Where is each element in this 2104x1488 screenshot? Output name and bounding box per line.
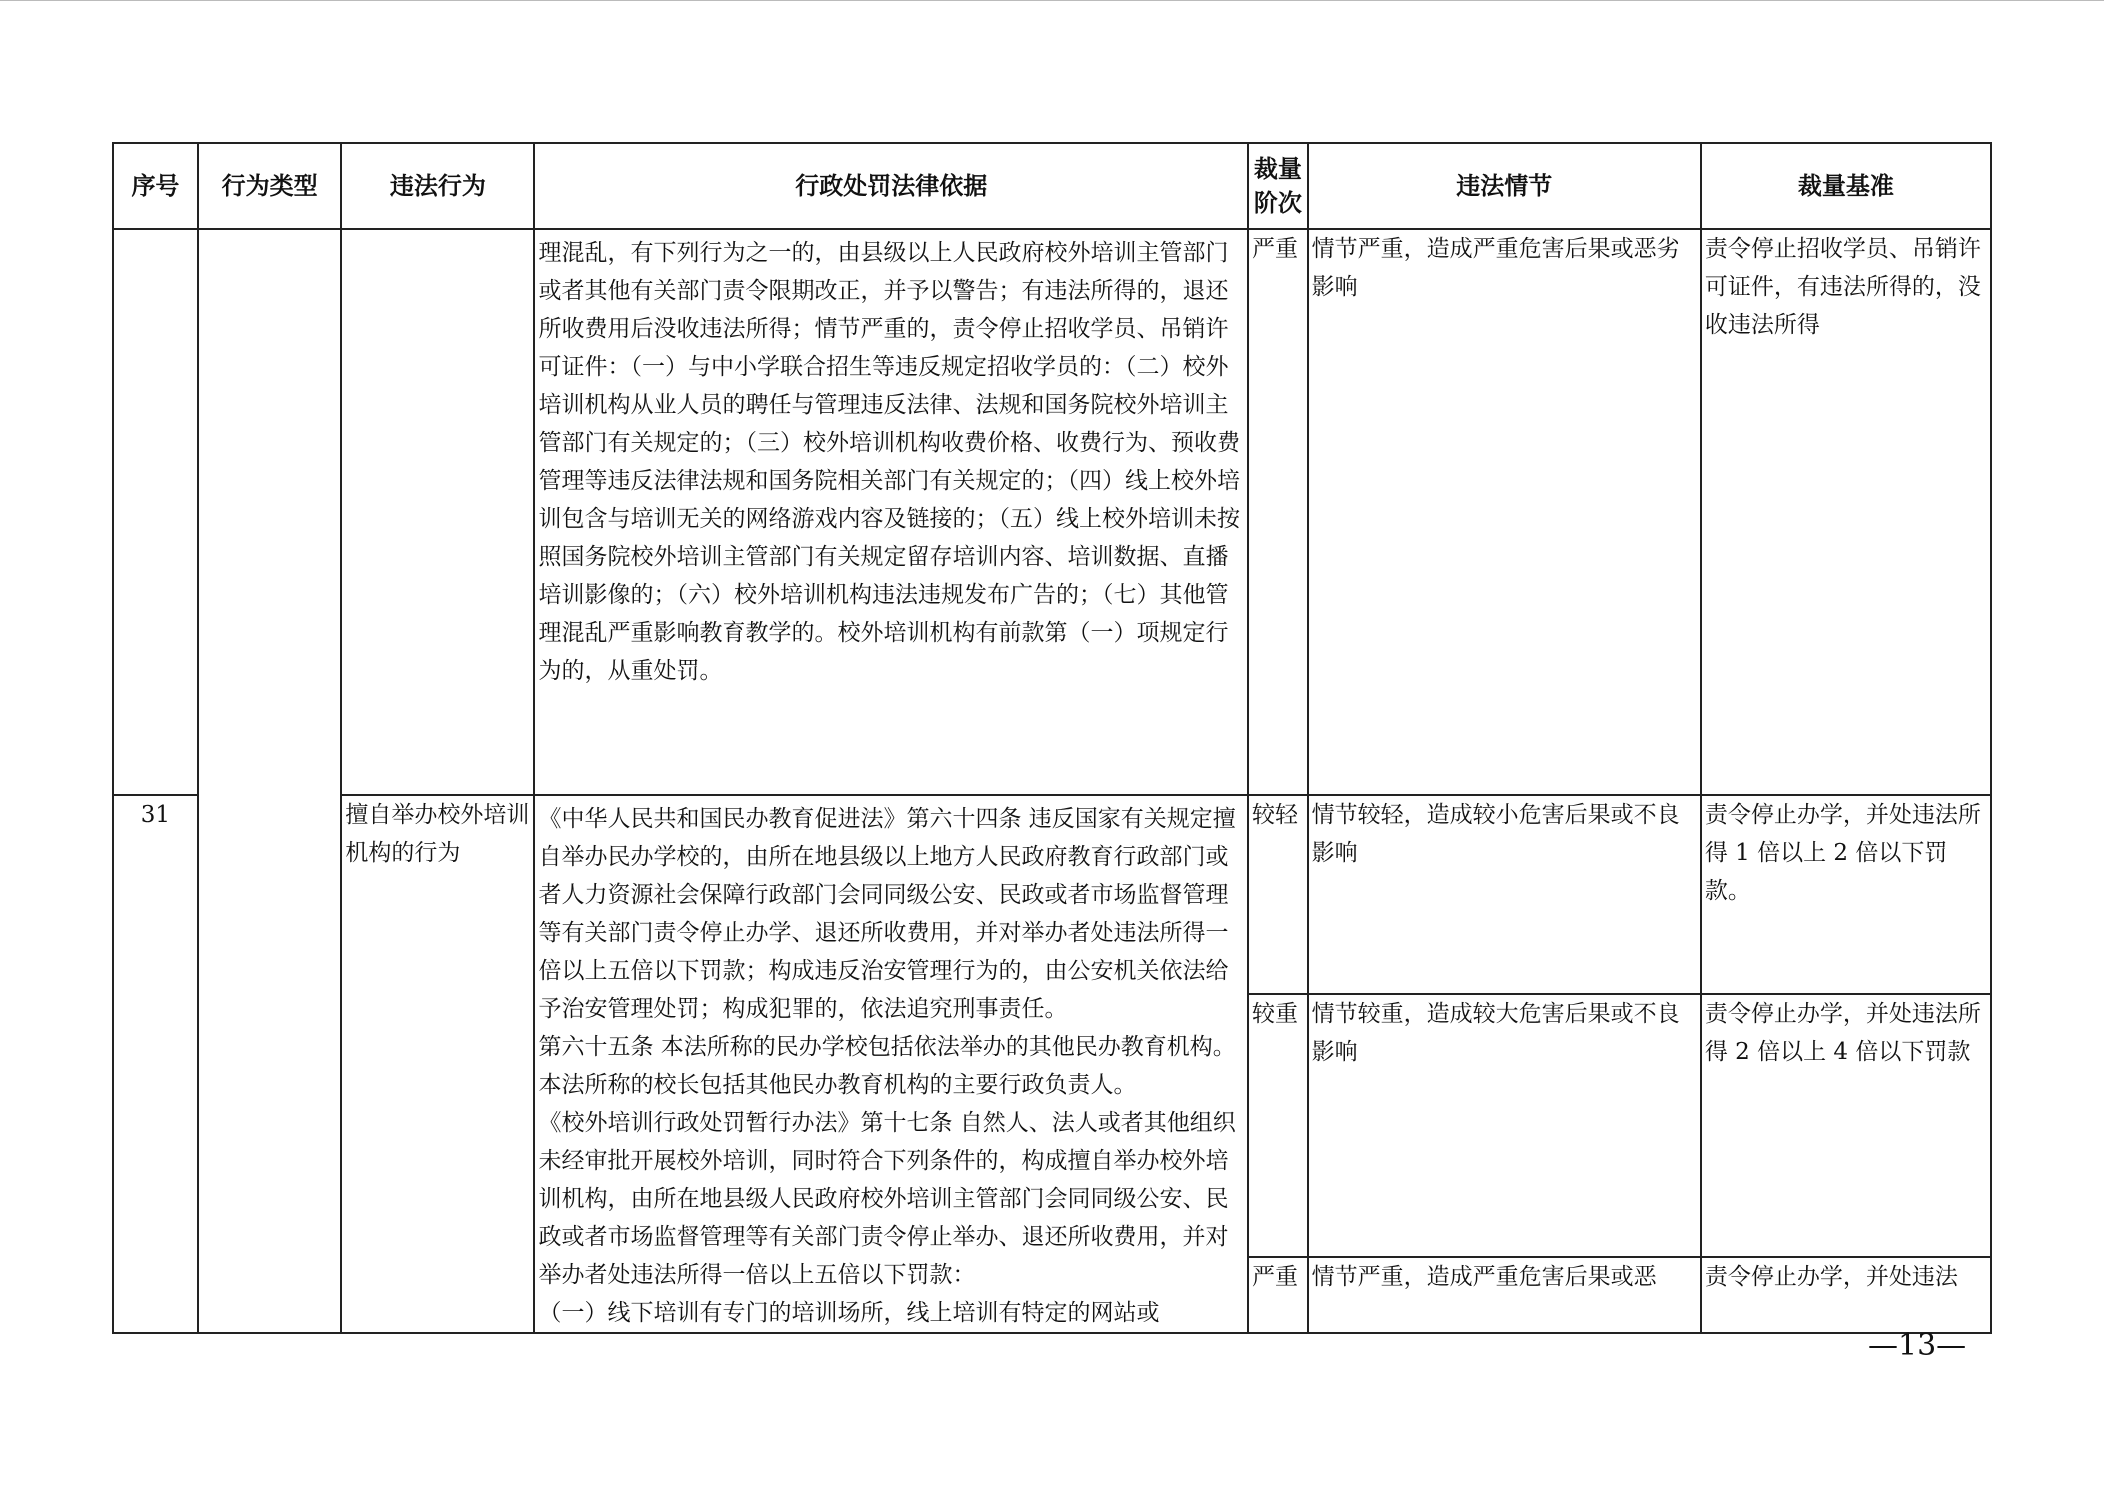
header-act: 违法行为 <box>341 143 534 229</box>
cell-circ-severe: 情节严重，造成严重危害后果或恶 <box>1308 1257 1701 1333</box>
header-circ: 违法情节 <box>1308 143 1701 229</box>
cell-std-prev: 责令停止招收学员、吊销许可证件，有违法所得的，没收违法所得 <box>1701 229 1991 795</box>
cell-std-heavy: 责令停止办学，并处违法所得 2 倍以上 4 倍以下罚款 <box>1701 994 1991 1257</box>
cell-circ-heavy: 情节较重，造成较大危害后果或不良影响 <box>1308 994 1701 1257</box>
law-text-31: 《中华人民共和国民办教育促进法》第六十四条 违反国家有关规定擅自举办民办学校的，由所在地县级以上地方人民政府教育行政部门或者人力资源社会保障行政部门会同同级公安、民政或者市场监督管理等有关部门责令停止办学、退还所收费用，并对举办者处违法所得一倍以上五倍以下罚款；构成违反治安管理行为的，由公安机关依法给予治安管理处罚；构成犯罪的，依法追究刑事责任。 第六十五条 本法所称的民办学校包括依法举办的其他民办教育机构。本法所称的校长包括其他民办教育机构的主要行政负责人。 《校外培训行政处罚暂行办法》第十七条 自然人、法人或者其他组织未经审批开展校外培训，同时符合下列条件的，构成擅自举办校外培训机构，由所在地县级人民政府校外培训主管部门会同同级公安、民政或者市场监督管理等有关部门责令停止举办、退还所收费用，并对举办者处违法所得一倍以上五倍以下罚款： （一）线下培训有专门的培训场所，线上培训有特定的网站或 <box>538 806 1236 1326</box>
cell-law-31 <box>534 795 1248 1333</box>
header-level: 裁量阶次 <box>1248 143 1308 229</box>
cell-level-prev: 严重 <box>1248 229 1308 795</box>
cell-circ-light: 情节较轻，造成较小危害后果或不良影响 <box>1308 795 1701 994</box>
cell-type <box>198 229 342 1333</box>
penalty-discretion-table <box>112 142 1992 1334</box>
cell-std-severe: 责令停止办学，并处违法 <box>1701 1257 1991 1333</box>
cell-level-severe: 严重 <box>1248 1257 1308 1333</box>
table-row <box>113 795 1991 994</box>
cell-std-light: 责令停止办学，并处违法所得 1 倍以上 2 倍以下罚款。 <box>1701 795 1991 994</box>
page-number: —13— <box>1868 1328 1967 1363</box>
cell-no-31: 31 <box>113 795 198 1333</box>
header-no: 序号 <box>113 143 198 229</box>
cell-law-prev <box>534 229 1248 795</box>
cell-act-prev <box>341 229 534 795</box>
cell-level-heavy: 较重 <box>1248 994 1308 1257</box>
table-row <box>113 229 1991 795</box>
header-law: 行政处罚法律依据 <box>534 143 1248 229</box>
header-type: 行为类型 <box>198 143 342 229</box>
cell-no-prev <box>113 229 198 795</box>
law-text-prev: 理混乱，有下列行为之一的，由县级以上人民政府校外培训主管部门或者其他有关部门责令限期改正，并予以警告；有违法所得的，退还所收费用后没收违法所得；情节严重的，责令停止招收学员、吊销许可证件：（一）与中小学联合招生等违反规定招收学员的：（二）校外培训机构从业人员的聘任与管理违反法律、法规和国务院校外培训主管部门有关规定的；（三）校外培训机构收费价格、收费行为、预收费管理等违反法律法规和国务院相关部门有关规定的；（四）线上校外培训包含与培训无关的网络游戏内容及链接的；（五）线上校外培训未按照国务院校外培训主管部门有关规定留存培训内容、培训数据、直播培训影像的；（六）校外培训机构违法违规发布广告的；（七）其他管理混乱严重影响教育教学的。校外培训机构有前款第（一）项规定行为的，从重处罚。 <box>538 240 1240 684</box>
top-border <box>0 0 2104 1</box>
cell-act-31: 擅自举办校外培训机构的行为 <box>341 795 534 1333</box>
cell-level-light: 较轻 <box>1248 795 1308 994</box>
header-std: 裁量基准 <box>1701 143 1991 229</box>
cell-circ-prev: 情节严重，造成严重危害后果或恶劣影响 <box>1308 229 1701 795</box>
table-header-row <box>113 143 1991 229</box>
